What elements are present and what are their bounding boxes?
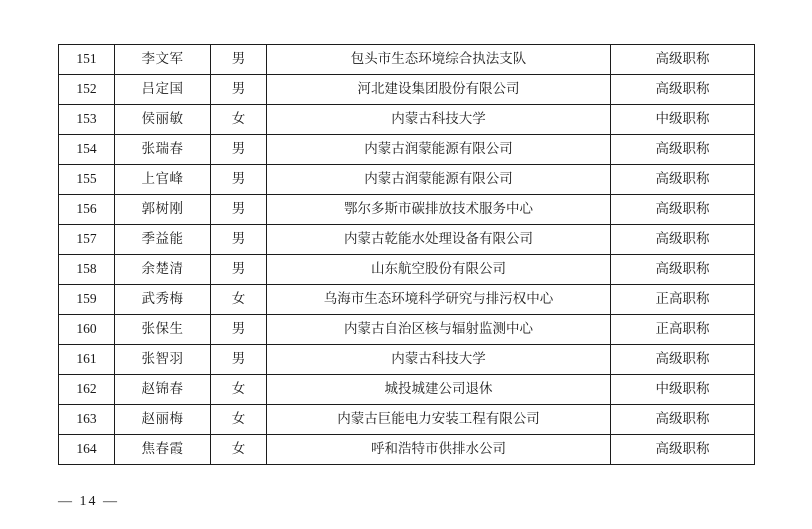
roster-table-body: [59, 45, 755, 465]
cell-sex: 男: [211, 195, 267, 225]
cell-index: 164: [59, 435, 115, 465]
cell-title-level: 高级职称: [611, 45, 755, 75]
cell-title-level: 高级职称: [611, 225, 755, 255]
cell-name: 吕定国: [115, 75, 211, 105]
cell-organization: 呼和浩特市供排水公司: [267, 435, 611, 465]
cell-name: 焦春霞: [115, 435, 211, 465]
cell-title-level: 高级职称: [611, 345, 755, 375]
table-row: [59, 45, 755, 75]
cell-index: 153: [59, 105, 115, 135]
cell-index: 154: [59, 135, 115, 165]
cell-organization: 鄂尔多斯市碳排放技术服务中心: [267, 195, 611, 225]
page-number: — 14 —: [58, 494, 119, 509]
cell-organization: 包头市生态环境综合执法支队: [267, 45, 611, 75]
cell-sex: 男: [211, 165, 267, 195]
cell-index: 163: [59, 405, 115, 435]
cell-title-level: 中级职称: [611, 375, 755, 405]
roster-table-container: [58, 44, 754, 465]
cell-sex: 女: [211, 375, 267, 405]
cell-sex: 女: [211, 105, 267, 135]
cell-name: 张保生: [115, 315, 211, 345]
cell-sex: 女: [211, 285, 267, 315]
cell-organization: 山东航空股份有限公司: [267, 255, 611, 285]
cell-sex: 男: [211, 345, 267, 375]
cell-title-level: 高级职称: [611, 75, 755, 105]
table-row: [59, 375, 755, 405]
cell-name: 上官峰: [115, 165, 211, 195]
cell-index: 156: [59, 195, 115, 225]
cell-organization: 内蒙古润蒙能源有限公司: [267, 135, 611, 165]
cell-index: 152: [59, 75, 115, 105]
cell-index: 159: [59, 285, 115, 315]
cell-title-level: 高级职称: [611, 165, 755, 195]
table-row: [59, 285, 755, 315]
roster-table: [58, 44, 755, 465]
cell-organization: 内蒙古乾能水处理设备有限公司: [267, 225, 611, 255]
cell-organization: 城投城建公司退休: [267, 375, 611, 405]
table-row: [59, 165, 755, 195]
cell-title-level: 高级职称: [611, 255, 755, 285]
cell-name: 张智羽: [115, 345, 211, 375]
table-row: [59, 345, 755, 375]
cell-organization: 内蒙古自治区核与辐射监测中心: [267, 315, 611, 345]
table-row: [59, 135, 755, 165]
cell-sex: 男: [211, 45, 267, 75]
cell-title-level: 高级职称: [611, 195, 755, 225]
cell-title-level: 高级职称: [611, 435, 755, 465]
cell-organization: 乌海市生态环境科学研究与排污权中心: [267, 285, 611, 315]
table-row: [59, 435, 755, 465]
cell-index: 155: [59, 165, 115, 195]
cell-organization: 内蒙古科技大学: [267, 105, 611, 135]
cell-sex: 男: [211, 315, 267, 345]
cell-sex: 男: [211, 225, 267, 255]
cell-index: 151: [59, 45, 115, 75]
cell-sex: 男: [211, 255, 267, 285]
cell-organization: 内蒙古巨能电力安装工程有限公司: [267, 405, 611, 435]
cell-title-level: 中级职称: [611, 105, 755, 135]
table-row: [59, 195, 755, 225]
cell-organization: 河北建设集团股份有限公司: [267, 75, 611, 105]
cell-index: 161: [59, 345, 115, 375]
cell-name: 余楚清: [115, 255, 211, 285]
table-row: [59, 405, 755, 435]
cell-name: 张瑞春: [115, 135, 211, 165]
table-row: [59, 255, 755, 285]
cell-index: 158: [59, 255, 115, 285]
cell-name: 侯丽敏: [115, 105, 211, 135]
table-row: [59, 105, 755, 135]
cell-name: 赵锦春: [115, 375, 211, 405]
cell-organization: 内蒙古科技大学: [267, 345, 611, 375]
cell-name: 郭树刚: [115, 195, 211, 225]
cell-sex: 女: [211, 405, 267, 435]
cell-organization: 内蒙古润蒙能源有限公司: [267, 165, 611, 195]
cell-index: 160: [59, 315, 115, 345]
cell-title-level: 高级职称: [611, 405, 755, 435]
cell-name: 季益能: [115, 225, 211, 255]
cell-index: 157: [59, 225, 115, 255]
table-row: [59, 315, 755, 345]
cell-sex: 女: [211, 435, 267, 465]
table-row: [59, 225, 755, 255]
cell-sex: 男: [211, 75, 267, 105]
cell-sex: 男: [211, 135, 267, 165]
cell-title-level: 高级职称: [611, 135, 755, 165]
table-row: [59, 75, 755, 105]
cell-title-level: 正高职称: [611, 315, 755, 345]
cell-name: 李文军: [115, 45, 211, 75]
cell-name: 赵丽梅: [115, 405, 211, 435]
cell-title-level: 正高职称: [611, 285, 755, 315]
cell-name: 武秀梅: [115, 285, 211, 315]
cell-index: 162: [59, 375, 115, 405]
